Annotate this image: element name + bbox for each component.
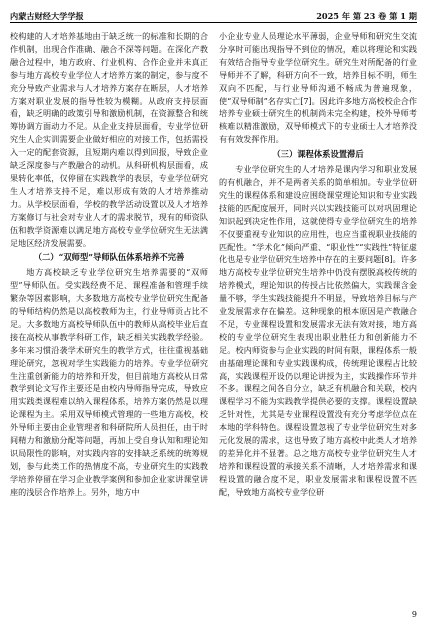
section-heading: （二）“双师型”导师队伍体系培养不完善 bbox=[33, 252, 185, 263]
journal-name: 内蒙古财经大学学报 bbox=[10, 11, 84, 21]
page-header bbox=[10, 4, 417, 22]
header-rule bbox=[10, 22, 417, 23]
body-paragraph: 小企业专业人员理论水平薄弱，企业导师和研究生交流分享时可能出现指导不到位的情况，难以将理论和实践有效结合指导专业学位研究生。研究生对所配备的行业导师并不了解，科研方向不一致，培养目标不明，师生双向不匹配，与行业导师沟通不畅成为普遍现象，使“双导师制”名存实亡[7]。因此许多地方高校校企合作培养专业硕士研究生的机制尚未完全构建，校外导师考核难以精准激励，双导师模式下的专业硕士人才培养没有有效发挥作用。 bbox=[219, 31, 417, 145]
issue-info: 2025 年 第 23 卷 第 1 期 bbox=[316, 11, 417, 21]
left-column bbox=[10, 30, 208, 610]
body-paragraph: 地方高校缺乏专业学位研究生培养需要的“双师型”导师队伍。受实践经费不足、课程准备和管理手续繁杂等因素影响，大多数地方高校专业学位研究生配备的导师结构仍然是以高校教师为主，行业导师贡占比不足。大多数地方高校导师队伍中的教师从高校毕业后直接在高校从事教学科研工作，缺乏相关实践教学经验。多年来习惯沿袭学术研究生的教学方式，往往重视基础理论研究，忽视对学生实践能力的培养。专业学位研究生注重创新能力的培养和开发，但目前地方高校从日常教学到论文写作主要还是由校内导师指导完成，导致应用实践类课程难以纳入课程体系，培养方案仍然是以理论课程为主。采用双导师模式管理的一些地方高校，校外导师主要由企业管理者和科研院所人员担任，由于时间精力和激励分配等问题，再加上受自身认知和理论知识局限性的影响，对实践内容的安排缺乏系统的统筹规划，参与此类工作的热情度不高，专业研究生的实践教学培养停留在学习企业教学案例和参加企业家讲课堂讲座的浅层合作培养上。另外，地方中 bbox=[10, 267, 208, 497]
right-column bbox=[219, 30, 417, 610]
page-number: 9 bbox=[411, 610, 417, 619]
section-heading: （三）课程体系设置滞后 bbox=[272, 149, 364, 160]
body-paragraph: 校构建的人才培养基地由于缺乏统一的标准和长期的合作机制，出现合作准确、融合不深等问题。在深化产教融合过程中，地方政府、行业机构、合作企业并未真正参与地方高校专业学位人才培养方案的制定，参与度不充分导致产业需求与人才培养方案存在断层，人才培养方案对职业发展的指导性较为模糊。从政府支持层面看，缺乏明确的政策引导和激励机制，在资源整合和统筹协调方面动力不足。从企业支持层面看，专业学位研究生人企实训需要企业做好相应的对接工作，包括需投入一定的配套资源，且短期内难以得到回报，导致企业缺乏深度参与产教融合的动机。从科研机构层面看，成果转化率低，仅停留在实践教学的表层，专业学位研究生人才培养支持不足，难以形成有效的人才培养推动力。从学校层面看，学校的教学活动设置以及人才培养方案修订与社会对专业人才的需求脱节，现有的师资队伍和教学资源难以满足地方高校专业学位研究生无法满足地区经济发展需要。 bbox=[10, 31, 208, 248]
body-paragraph: 专业学位研究生的人才培养是课内学习和职业发展的有机融合，并不是两者关系的简单相加。专业学位研究生的课程体系和建设应围绕课堂理论知识和专业实践技能的匹配度展开，同时兴以实践技能可以对巩固理论知识起到决定性作用，这就使得专业学位研究生的培养不仅要重视专业知识的应用性，也应当重视职业技能的匹配性。“学术化”倾向严重、“职业性”“实践性”特征虚化也是专业学位研究生培养中存在的主要问题[8]。许多地方高校专业学位研究生培养中仍没有摆脱高校传统的培养模式，理论知识的传授占比依然偏大，实践课含金量不够，学生实践技能提升不明显，导致培养目标与产业发展需求存在偏差。这种现象的根本原因是产教融合不足，专业课程设置和发展需求无法有效对接，地方高校的专业学位研究生表现出职业胜任力和创新能力不足。校内师资参与企业实践的时间有限，课程体系一般由基础理论课和专业实践课构成，传统理论课程占比较高，实践课程开设仍以理论讲授为主，实践操作环节并不多。课程之间各自分立，缺乏有机融合和关联，校内课程学习不能为实践教学提供必要的支撑。课程设置缺乏针对性，尤其是专业课程设置没有充分考虑学位点在本地的学科特色。课程设置忽视了专业学位研究生对多元化发展的需求，这也导致了地方高校中此类人才培养的差异化并不显著。总之地方高校专业学位研究生人才培养和课程设置的承接关系不清晰，人才培养需求和课程设置的融合度不足，职业发展需求和课程设置不匹配，导致地方高校专业学位研 bbox=[219, 164, 417, 497]
